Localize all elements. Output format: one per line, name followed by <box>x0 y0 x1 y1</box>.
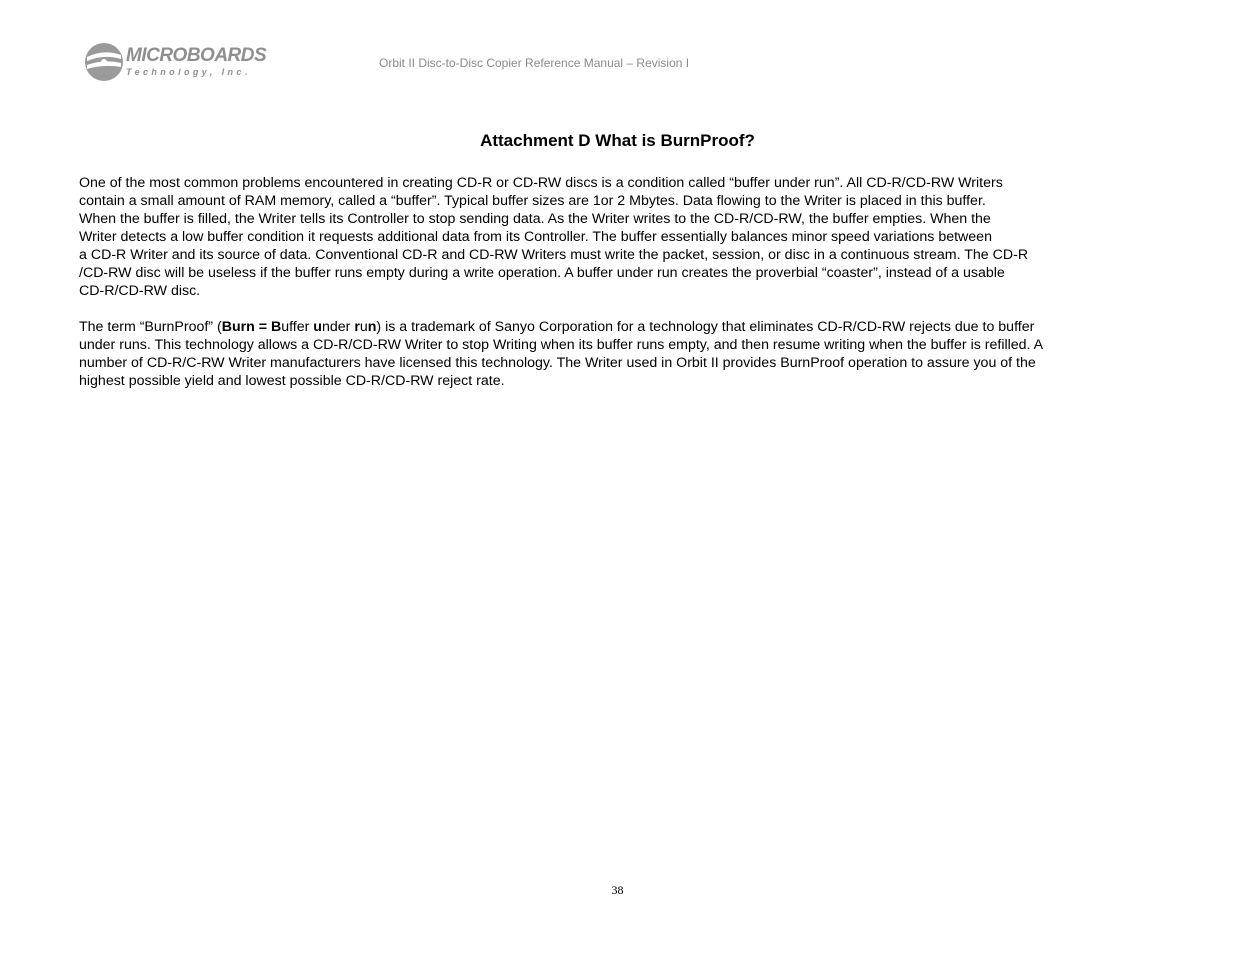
text-run: The term “BurnProof” ( <box>79 319 222 335</box>
microboards-logo <box>84 41 267 85</box>
paragraph-line: contain a small amount of RAM memory, called a “buffer”. Typical buffer sizes are 1or 2 Mbytes. Data flowing to the Writer is placed in this buffer. <box>79 193 986 209</box>
bold-run: u <box>313 319 322 335</box>
paragraph-burnproof <box>79 318 1159 390</box>
paragraph-line: a CD-R Writer and its source of data. Conventional CD-R and CD-RW Writers must write the packet, session, or disc in a continuous stream. The CD-R <box>79 247 1029 263</box>
paragraph-line: /CD-RW disc will be useless if the buffer runs empty during a write operation. A buffer under run creates the proverbial “coaster”, instead of a usable <box>79 265 1005 281</box>
paragraph-line: under runs. This technology allows a CD-R/CD-RW Writer to stop Writing when its buffer runs empty, and then resume writing when the buffer is refilled. A <box>79 337 1044 353</box>
paragraph-line: Writer detects a low buffer condition it requests additional data from its Controller. The buffer essentially balances minor speed variations between <box>79 229 992 245</box>
text-run: u <box>359 319 368 335</box>
paragraph-line <box>79 318 1159 336</box>
disc-logo-icon <box>84 41 124 83</box>
bold-run: r <box>354 319 360 335</box>
paragraph-line: number of CD-R/C-RW Writer manufacturers have licensed this technology. The Writer used in Orbit II provides BurnProof operation to assure you of the <box>79 355 1036 371</box>
paragraph-line: When the buffer is filled, the Writer tells its Controller to stop sending data. As the Writer writes to the CD-R/CD-RW, the buffer empties. When the <box>79 211 991 227</box>
paragraph-line: CD-R/CD-RW disc. <box>79 283 201 299</box>
logo-tagline: Technology, Inc. <box>126 67 251 77</box>
section-heading: Attachment D What is BurnProof? <box>480 131 755 150</box>
bold-run: n <box>367 319 377 335</box>
page-number: 38 <box>611 883 624 897</box>
text-run: ) is a trademark of Sanyo Corporation for a technology that eliminates CD-R/CD-RW rejects due to buffer <box>376 319 1035 335</box>
text-run: uffer <box>281 319 314 335</box>
logo-wordmark: MICROBOARDS <box>126 45 267 66</box>
paragraph-line: One of the most common problems encountered in creating CD-R or CD-RW discs is a condition called “buffer under run”. All CD-R/CD-RW Writers <box>79 175 1003 191</box>
paragraph-buffer-under-run <box>79 174 1159 300</box>
text-run: nder <box>321 319 355 335</box>
document-header-title: Orbit II Disc-to-Disc Copier Reference Manual – Revision I <box>379 56 690 70</box>
bold-run: Burn = B <box>221 319 282 335</box>
paragraph-line: highest possible yield and lowest possible CD-R/CD-RW reject rate. <box>79 373 505 389</box>
